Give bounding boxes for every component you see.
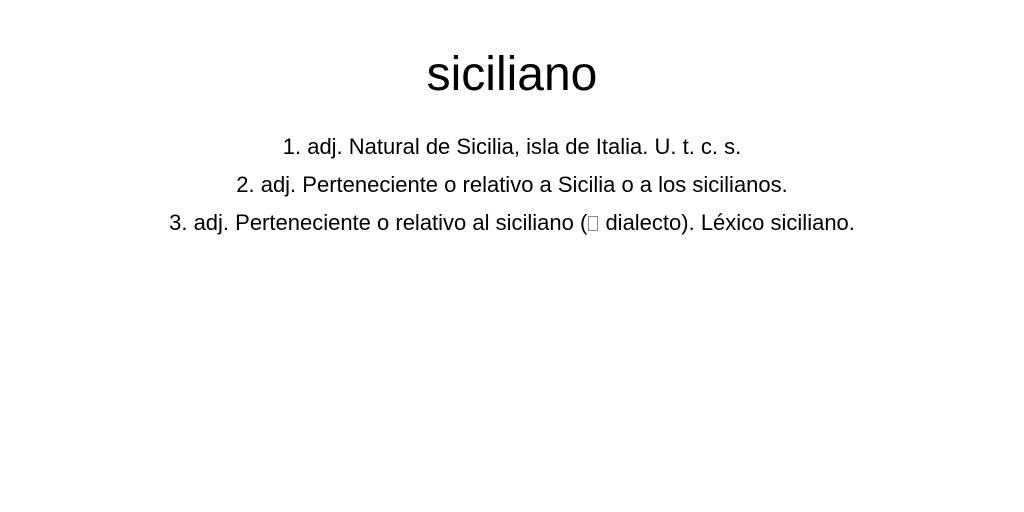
- definition-number: 1.: [282, 134, 302, 159]
- missing-glyph-icon: [588, 216, 598, 231]
- definition-text: adj. Perteneciente o relativo a Sicilia o a los sicilianos.: [260, 172, 788, 197]
- definition-number: 3.: [169, 210, 188, 235]
- definition-text-after: dialecto). Léxico siciliano.: [599, 210, 855, 235]
- definition-3: [0, 204, 1024, 242]
- definition-text-before: adj. Perteneciente o relativo al siciliano (: [193, 210, 588, 235]
- definition-1: [0, 128, 1024, 166]
- definition-list: [0, 128, 1024, 242]
- definition-number: 2.: [236, 172, 255, 197]
- definition-text: adj. Natural de Sicilia, isla de Italia. U. t. c. s.: [307, 134, 742, 159]
- headword: siciliano: [426, 48, 598, 101]
- definition-2: [0, 166, 1024, 204]
